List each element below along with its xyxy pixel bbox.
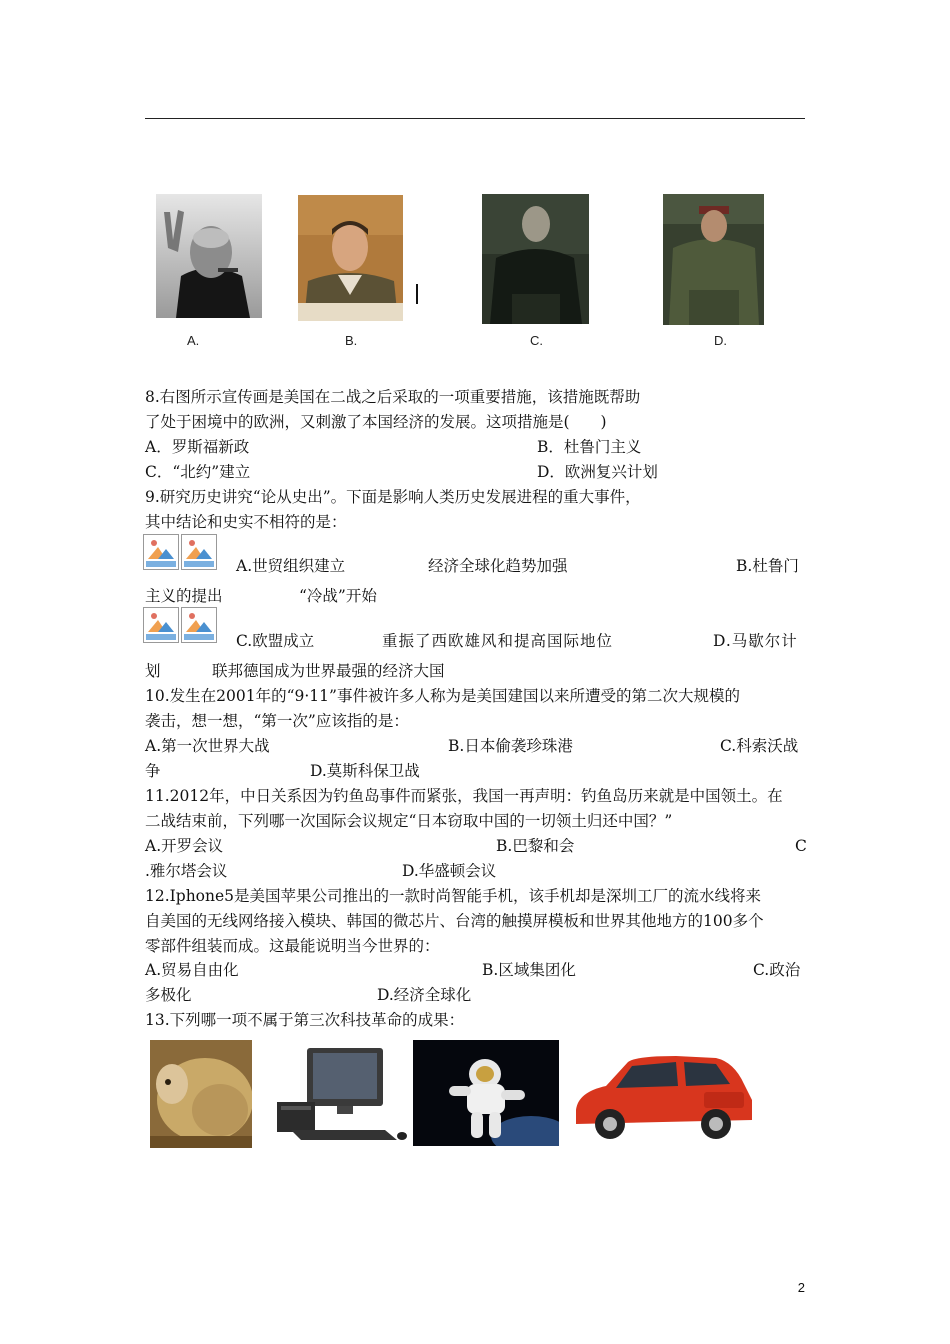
q11-option-a: A.开罗会议 (145, 837, 224, 855)
broken-image-icon (181, 607, 217, 643)
portrait-a-image (156, 194, 262, 318)
q9-option-d-head: D.马歇尔计 (713, 632, 798, 650)
q10-option-d: D.莫斯科保卫战 (310, 762, 420, 780)
q12-option-d: D.经济全球化 (377, 986, 472, 1004)
caption-c: C. (530, 333, 543, 348)
q9-option-b-conclusion: “冷战”开始 (299, 587, 377, 605)
q12-option-a: A.贸易自由化 (145, 961, 239, 979)
q8-option-c: C．“北约”建立 (145, 463, 251, 481)
car-image (566, 1040, 762, 1150)
portrait-b-image (298, 195, 403, 321)
q8-stem-line2: 了处于困境中的欧洲，又刺激了本国经济的发展。这项措施是( ) (145, 413, 607, 431)
q10-stem-line1: 10.发生在2001年的“9·11”事件被许多人称为是美国建国以来所遭受的第二次大规模的 (145, 687, 740, 705)
stray-mark (416, 284, 418, 304)
portrait-c-image (482, 194, 589, 324)
q9-stem-line1: 9.研究历史讲究“论从史出”。下面是影响人类历史发展进程的重大事件， (145, 488, 641, 506)
cloned-sheep-image (150, 1040, 252, 1148)
q9-stem-line2: 其中结论和史实不相符的是： (145, 513, 347, 531)
q9-option-d-conclusion: 联邦德国成为世界最强的经济大国 (212, 662, 445, 680)
q10-option-c-head: C.科索沃战 (720, 737, 799, 755)
q12-option-c-tail: 多极化 (145, 986, 192, 1004)
q12-option-b: B.区域集团化 (482, 961, 576, 979)
astronaut-image (413, 1040, 559, 1146)
q11-stem-line2: 二战结束前，下列哪一次国际会议规定“日本窃取中国的一切领土归还中国？” (145, 812, 673, 830)
q8-stem-line1: 8.右图所示宣传画是美国在二战之后采取的一项重要措施，该措施既帮助 (145, 388, 641, 406)
q11-option-c-head: C (795, 837, 807, 855)
computer-image (257, 1044, 409, 1144)
q12-stem-line1: 12.Iphone5是美国苹果公司推出的一款时尚智能手机，该手机却是深圳工厂的流水线将来 (145, 887, 762, 905)
q9-option-b-tail: 主义的提出 (145, 587, 223, 605)
broken-image-icon (181, 534, 217, 570)
q11-option-b: B.巴黎和会 (496, 837, 575, 855)
caption-d: D. (714, 333, 727, 348)
broken-image-icon (143, 607, 179, 643)
header-rule (145, 118, 805, 119)
q12-option-c-head: C.政治 (753, 961, 801, 979)
q12-stem-line3: 零部件组装而成。这最能说明当今世界的： (145, 937, 440, 955)
q11-stem-line1: 11.2012年，中日关系因为钓鱼岛事件而紧张，我国一再声明：钓鱼岛历来就是中国领土。在 (145, 787, 783, 805)
q9-option-d-tail: 划 (145, 662, 161, 680)
q10-option-b: B.日本偷袭珍珠港 (448, 737, 573, 755)
broken-image-icon (143, 534, 179, 570)
q11-option-d: D.华盛顿会议 (402, 862, 497, 880)
caption-b: B. (345, 333, 358, 348)
q8-option-a: A．罗斯福新政 (145, 438, 250, 456)
q11-option-c-tail: .雅尔塔会议 (145, 862, 228, 880)
q8-option-b: B．杜鲁门主义 (537, 438, 642, 456)
q9-option-a: A.世贸组织建立 (236, 557, 346, 575)
caption-a: A. (187, 333, 200, 348)
page-number: 2 (797, 1280, 805, 1295)
q10-stem-line2: 袭击，想一想，“第一次”应该指的是： (145, 712, 409, 730)
q9-option-a-conclusion: 经济全球化趋势加强 (428, 557, 568, 575)
q9-option-b-head: B.杜鲁门 (736, 557, 799, 575)
q13-stem: 13.下列哪一项不属于第三次科技革命的成果： (145, 1011, 465, 1029)
q9-option-c: C.欧盟成立 (236, 632, 315, 650)
q9-option-c-conclusion: 重振了西欧雄风和提高国际地位 (382, 632, 614, 650)
q10-option-c-tail: 争 (145, 762, 161, 780)
q10-option-a: A.第一次世界大战 (145, 737, 270, 755)
portrait-d-image (663, 194, 764, 325)
q12-stem-line2: 自美国的无线网络接入模块、韩国的微芯片、台湾的触摸屏模板和世界其他地方的100多个 (145, 912, 764, 930)
q8-option-d: D．欧洲复兴计划 (537, 463, 658, 481)
